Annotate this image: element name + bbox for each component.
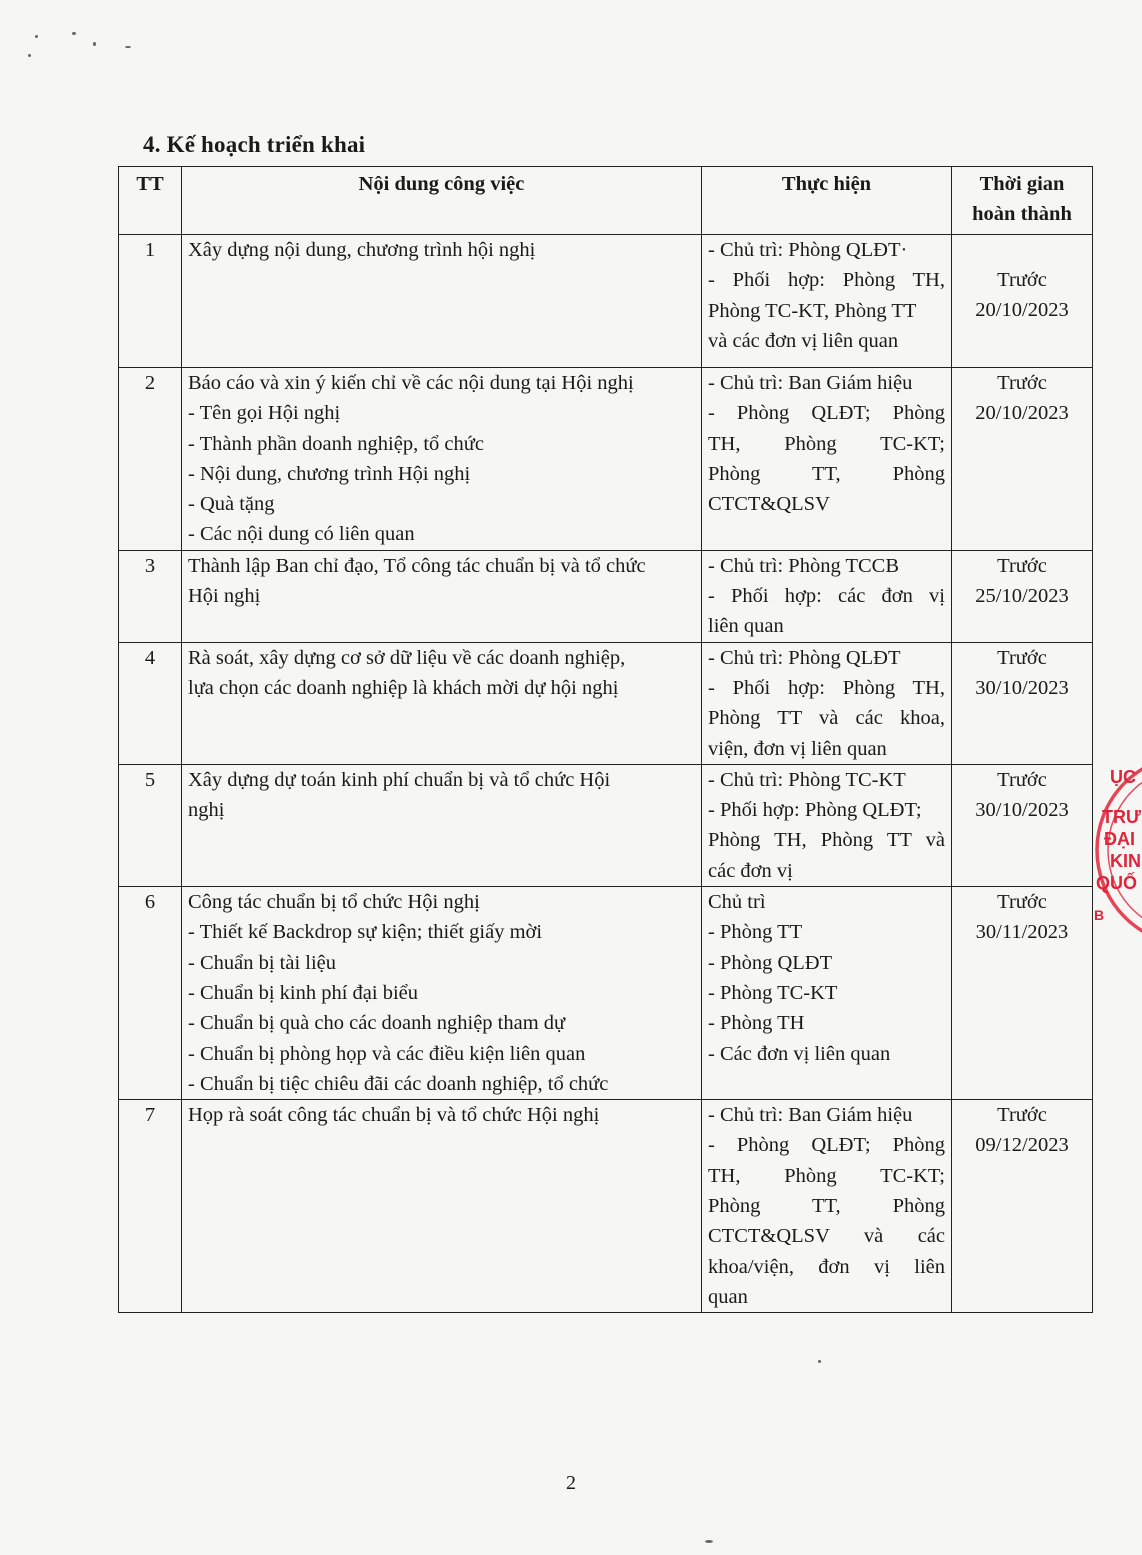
task-content-line: - Thiết kế Backdrop sự kiện; thiết giấy mời: [188, 921, 543, 944]
task-execution-line: Phòng TT và các khoa,: [708, 707, 945, 730]
task-deadline: [952, 550, 1093, 642]
task-deadline: [952, 368, 1093, 551]
table-row: [119, 764, 1093, 886]
task-deadline: [952, 764, 1093, 886]
task-content-line: Công tác chuẩn bị tổ chức Hội nghị: [188, 891, 480, 914]
task-content-line: Họp rà soát công tác chuẩn bị và tổ chức Hội nghị: [188, 1104, 600, 1127]
task-content-line: - Các nội dung có liên quan: [188, 523, 415, 546]
table-row: [119, 887, 1093, 1100]
table-body: [119, 235, 1093, 1313]
task-deadline-line: 09/12/2023: [975, 1134, 1069, 1157]
row-number: 6: [119, 887, 182, 1100]
task-deadline-line: Trước: [997, 372, 1047, 394]
task-content-line: Hội nghị: [188, 585, 261, 608]
task-execution-line: - Chủ trì: Ban Giám hiệu: [708, 372, 913, 394]
task-execution-line: các đơn vị: [708, 859, 793, 882]
scan-speck: [28, 54, 31, 57]
scan-speck: [125, 46, 131, 48]
task-execution-line: - Phòng TH: [708, 1012, 805, 1035]
task-deadline: [952, 642, 1093, 764]
task-content: [182, 764, 702, 886]
header-deadline: [952, 167, 1093, 235]
task-execution-line: Phòng TT, Phòng: [708, 1195, 945, 1218]
task-content: [182, 235, 702, 368]
task-execution-line: Phòng TH, Phòng TT và: [708, 829, 945, 852]
task-execution-line: - Phối hợp: Phòng TH,: [708, 676, 945, 699]
task-content-line: Rà soát, xây dựng cơ sở dữ liệu về các doanh nghiệp,: [188, 646, 626, 669]
task-deadline-line: 30/11/2023: [975, 921, 1069, 944]
task-execution-line: - Chủ trì: Phòng QLĐT: [708, 646, 901, 669]
task-execution-line: - Phòng TT: [708, 921, 803, 944]
row-number: 1: [119, 235, 182, 368]
task-content-line: - Chuẩn bị phòng họp và các điều kiện liên quan: [188, 1042, 586, 1065]
stamp-outer-ring: [1097, 755, 1142, 945]
task-execution-line: viện, đơn vị liên quan: [708, 737, 887, 760]
row-number: 5: [119, 764, 182, 886]
task-execution-line: TH, Phòng TC-KT;: [708, 1164, 945, 1187]
stamp-text-line2: ĐẠI: [1104, 829, 1135, 849]
table-header-row: [119, 167, 1093, 235]
stamp-text-line3: KIN: [1110, 851, 1141, 871]
implementation-plan-table: [118, 166, 1093, 1313]
header-execution: Thực hiện: [702, 167, 952, 235]
stamp-text-top: ỤC: [1110, 767, 1136, 787]
table-row: [119, 235, 1093, 368]
page-number: 2: [566, 1472, 576, 1494]
task-deadline-line: Trước: [997, 269, 1047, 291]
task-deadline-line: 20/10/2023: [975, 299, 1069, 322]
task-deadline-line: 20/10/2023: [975, 402, 1069, 425]
task-execution-line: - Phối hợp: các đơn vị: [708, 585, 945, 608]
task-content: [182, 550, 702, 642]
task-execution: [702, 368, 952, 551]
task-content-line: Xây dựng dự toán kinh phí chuẩn bị và tổ chức Hội: [188, 768, 611, 791]
task-content-line: lựa chọn các doanh nghiệp là khách mời dự hội nghị: [188, 676, 619, 699]
task-deadline: [952, 1100, 1093, 1313]
row-number: 2: [119, 368, 182, 551]
task-execution-line: và các đơn vị liên quan: [708, 329, 899, 352]
task-execution-line: - Phòng TC-KT: [708, 981, 838, 1004]
header-deadline-line1: Thời gian: [979, 173, 1065, 195]
row-number: 3: [119, 550, 182, 642]
task-content-line: - Thành phần doanh nghiệp, tổ chức: [188, 432, 484, 455]
task-content: [182, 1100, 702, 1313]
task-execution-line: - Phòng QLĐT; Phòng: [708, 402, 945, 425]
table-row: [119, 368, 1093, 551]
task-content-line: Xây dựng nội dung, chương trình hội nghị: [188, 239, 536, 261]
task-execution-line: Chủ trì: [708, 891, 766, 914]
task-execution-line: - Các đơn vị liên quan: [708, 1042, 891, 1065]
task-content: [182, 368, 702, 551]
task-execution-line: - Chủ trì: Ban Giám hiệu: [708, 1104, 913, 1127]
section-heading: 4. Kế hoạch triển khai: [143, 132, 366, 157]
task-execution-line: CTCT&QLSV và các: [708, 1225, 945, 1248]
table-row: [119, 642, 1093, 764]
task-execution-line: - Chủ trì: Phòng TCCB: [708, 554, 899, 577]
task-deadline-line: Trước: [997, 554, 1047, 577]
task-execution-line: liên quan: [708, 615, 784, 638]
scan-speck: [818, 1360, 821, 1363]
scan-speck: [35, 35, 38, 38]
table-row: [119, 550, 1093, 642]
task-content-line: - Chuẩn bị tiệc chiêu đãi các doanh nghiệp, tổ chức: [188, 1072, 609, 1095]
task-execution: [702, 235, 952, 368]
task-content-line: - Tên gọi Hội nghị: [188, 402, 341, 425]
task-execution: [702, 764, 952, 886]
task-deadline-line: 30/10/2023: [975, 676, 1069, 699]
task-execution-line: - Phòng QLĐT: [708, 951, 833, 974]
task-deadline-line: Trước: [997, 1104, 1047, 1127]
header-deadline-line2: hoàn thành: [972, 203, 1072, 226]
task-execution-line: Phòng TC-KT, Phòng TT: [708, 299, 917, 322]
stamp-text-line4: QUỐ: [1096, 873, 1138, 893]
task-content-line: - Chuẩn bị kinh phí đại biểu: [188, 981, 419, 1004]
task-content: [182, 887, 702, 1100]
row-number: 7: [119, 1100, 182, 1313]
task-content-line: - Quà tặng: [188, 493, 275, 516]
task-deadline-line: Trước: [997, 768, 1047, 791]
task-execution-line: - Chủ trì: Phòng TC-KT: [708, 768, 906, 791]
task-content-line: Thành lập Ban chỉ đạo, Tổ công tác chuẩn bị và tổ chức: [188, 554, 646, 577]
task-execution-line: TH, Phòng TC-KT;: [708, 432, 945, 455]
task-execution-line: CTCT&QLSV: [708, 493, 830, 516]
stamp-text-bottom: B: [1094, 907, 1105, 923]
task-content: [182, 642, 702, 764]
task-content-line: - Nội dung, chương trình Hội nghị: [188, 462, 471, 485]
task-execution: [702, 550, 952, 642]
task-content-line: nghị: [188, 799, 225, 822]
task-execution: [702, 887, 952, 1100]
task-execution-line: - Phối hợp: Phòng QLĐT;: [708, 799, 922, 822]
task-deadline-line: 30/10/2023: [975, 799, 1069, 822]
task-deadline: [952, 235, 1093, 368]
row-number: 4: [119, 642, 182, 764]
task-execution-line: - Chủ trì: Phòng QLĐT·: [708, 239, 908, 261]
scan-speck: [705, 1540, 713, 1543]
task-execution-line: - Phòng QLĐT; Phòng: [708, 1134, 945, 1157]
task-deadline-line: Trước: [997, 646, 1047, 669]
task-deadline-line: 25/10/2023: [975, 585, 1069, 608]
task-deadline: [952, 887, 1093, 1100]
task-content-line: Báo cáo và xin ý kiến chỉ về các nội dung tại Hội nghị: [188, 372, 634, 394]
task-execution-line: Phòng TT, Phòng: [708, 462, 945, 485]
scan-speck: [93, 42, 96, 46]
task-content-line: - Chuẩn bị tài liệu: [188, 951, 337, 974]
task-execution-line: - Phối hợp: Phòng TH,: [708, 269, 945, 292]
task-deadline-line: Trước: [997, 891, 1047, 914]
scan-speck: [72, 32, 76, 35]
task-execution: [702, 642, 952, 764]
header-content: Nội dung công việc: [182, 167, 702, 235]
task-execution-line: quan: [708, 1285, 748, 1308]
table-row: [119, 1100, 1093, 1313]
task-execution: [702, 1100, 952, 1313]
stamp-inner-ring: [1108, 766, 1142, 934]
task-execution-line: khoa/viện, đơn vị liên: [708, 1255, 945, 1278]
header-tt: TT: [119, 167, 182, 235]
task-content-line: - Chuẩn bị quà cho các doanh nghiệp tham dự: [188, 1012, 566, 1035]
stamp-text-line1: TRƯ: [1102, 807, 1141, 827]
